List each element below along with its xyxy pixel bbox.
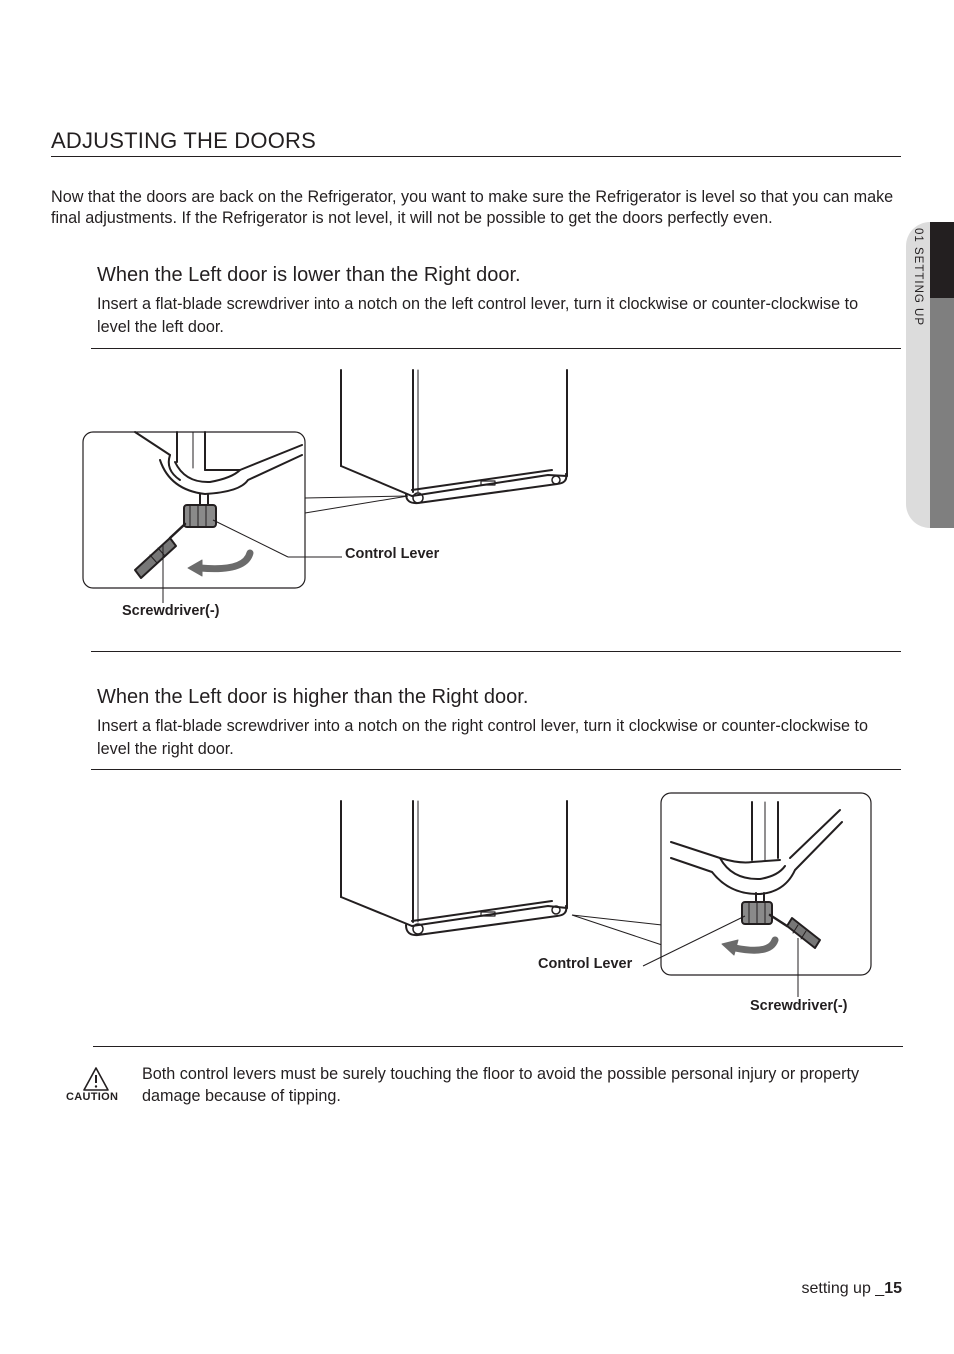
divider <box>91 348 901 349</box>
divider <box>91 651 901 652</box>
label-screwdriver: Screwdriver(-) <box>122 603 220 619</box>
caution-label: CAUTION <box>66 1091 119 1103</box>
page-number: 15 <box>884 1280 902 1297</box>
instructions-left-higher: Insert a flat-blade screwdriver into a notch on the right control lever, turn it clockwise or counter-clockwise to level the right door. <box>97 717 869 758</box>
intro-paragraph: Now that the doors are back on the Refrigerator, you want to make sure the Refrigerator is level so that you can make final adjustments. If the Refrigerator is not level, it will not be possible to get the doors perfectly even. <box>51 188 894 227</box>
footer-section: setting up _ <box>801 1280 885 1297</box>
title-rule <box>51 156 901 157</box>
label-screwdriver: Screwdriver(-) <box>750 998 848 1014</box>
label-control-lever: Control Lever <box>345 546 440 562</box>
caution-text: Both control levers must be surely touching the floor to avoid the possible personal injury or property damage because of tipping. <box>142 1065 860 1105</box>
chapter-tab-label: 01 SETTING UP <box>912 228 924 326</box>
instructions-left-lower: Insert a flat-blade screwdriver into a notch on the left control lever, turn it clockwise or counter-clockwise to level the left door. <box>97 295 859 336</box>
label-control-lever: Control Lever <box>538 956 633 972</box>
chapter-tab-marker <box>930 222 954 298</box>
subheading-left-higher: When the Left door is higher than the Right door. <box>97 686 529 708</box>
page-footer <box>801 1280 902 1298</box>
subheading-left-lower: When the Left door is lower than the Right door. <box>97 264 521 286</box>
section-title: ADJUSTING THE DOORS <box>51 128 316 153</box>
divider <box>93 1046 903 1047</box>
divider <box>91 769 901 770</box>
